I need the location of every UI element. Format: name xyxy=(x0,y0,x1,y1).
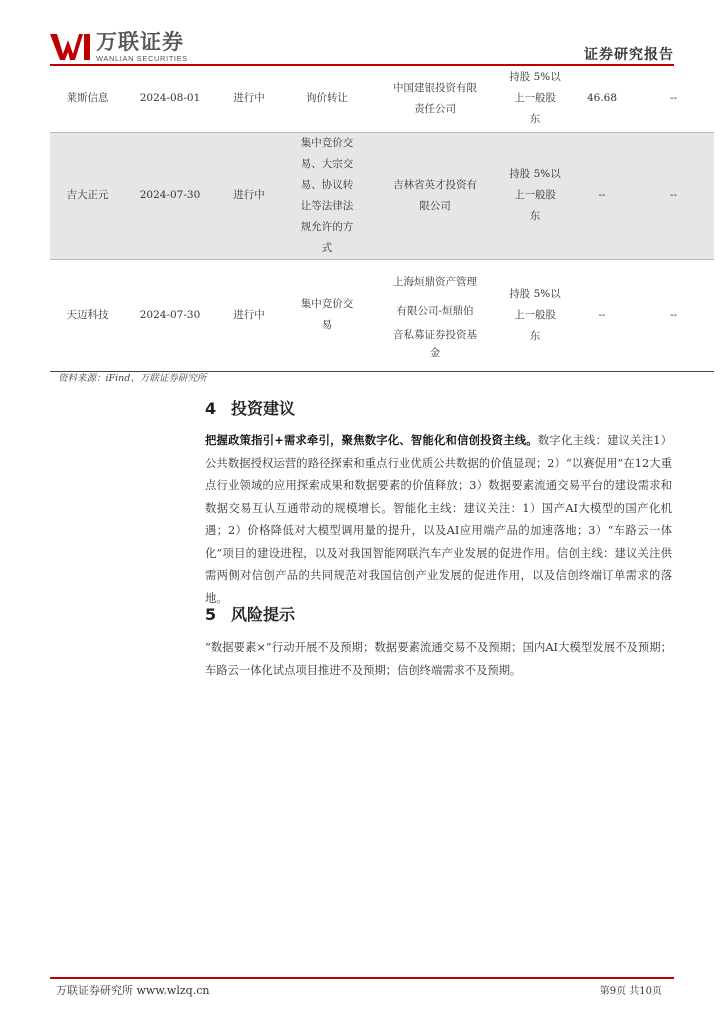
type-cell xyxy=(499,66,571,132)
method-line: 易、协议转 xyxy=(300,178,354,191)
date-cell: 2024-08-01 xyxy=(139,92,201,105)
method-cell xyxy=(283,259,371,371)
investment-lead: 把握政策指引+需求牵引，聚焦数字化、智能化和信创投资主线。 xyxy=(205,434,538,447)
company-logo xyxy=(50,32,188,63)
method-line: 集中竞价交 xyxy=(300,136,354,149)
status-cell: 进行中 xyxy=(233,92,265,105)
extra-cell: -- xyxy=(633,132,714,259)
report-type-label: 证券研究报告 xyxy=(584,47,674,63)
extra-cell: -- xyxy=(669,308,678,321)
wanlian-w-logo-icon xyxy=(50,32,92,62)
type-line: 东 xyxy=(529,210,541,222)
type-line: 上一般股 xyxy=(514,308,556,321)
holder-cell xyxy=(371,66,499,132)
holder-line: 吉林省英才投资有 xyxy=(393,178,477,191)
ratio-cell: 46.68 xyxy=(586,92,618,105)
type-line: 持股 5%以 xyxy=(509,71,561,84)
section-heading-risk xyxy=(205,602,295,625)
company-cell: 吉大正元 xyxy=(50,132,125,259)
company-cell: 天迈科技 xyxy=(66,308,109,321)
footer-website: 万联证券研究所 www.wlzq.cn xyxy=(56,984,210,997)
type-cell xyxy=(499,132,571,259)
type-line: 持股 5%以 xyxy=(509,168,561,180)
type-line: 持股 5%以 xyxy=(509,287,561,300)
table-source-note: 资料来源：iFind、万联证券研究所 xyxy=(58,373,207,384)
holder-cell xyxy=(371,259,499,371)
section-heading-investment xyxy=(205,396,295,419)
ratio-cell: -- xyxy=(571,132,633,259)
table-row xyxy=(50,66,714,132)
page-number: 第9页 共10页 xyxy=(599,986,662,997)
status-cell: 进行中 xyxy=(215,132,283,259)
section-number: 5 xyxy=(205,605,217,624)
type-line: 上一般股 xyxy=(514,189,556,201)
method-line: 规允许的方 xyxy=(300,220,354,233)
date-cell: 2024-07-30 xyxy=(139,308,201,321)
ratio-cell: -- xyxy=(598,308,606,321)
table-row xyxy=(50,132,714,259)
method-line: 易 xyxy=(321,319,333,331)
method-cell: 询价转让 xyxy=(306,92,348,105)
holder-line: 有限公司-烜鼎伯 xyxy=(396,305,474,317)
method-line: 让等法律法 xyxy=(300,199,354,212)
logo-name-cn: 万联证券 xyxy=(96,30,184,54)
type-line: 上一般股 xyxy=(514,92,556,105)
method-cell xyxy=(283,132,371,259)
holder-line: 音私募证券投资基 xyxy=(393,329,477,341)
section-number: 4 xyxy=(205,399,217,418)
holder-line: 中国建银投资有限 xyxy=(393,81,477,94)
footer-divider xyxy=(50,977,674,979)
method-line: 集中竞价交 xyxy=(300,298,354,310)
holder-line: 责任公司 xyxy=(414,102,456,115)
holder-cell xyxy=(371,132,499,259)
date-cell: 2024-07-30 xyxy=(125,132,215,259)
holder-line: 金 xyxy=(429,347,441,359)
method-line: 易、大宗交 xyxy=(300,157,354,170)
holder-line: 限公司 xyxy=(419,199,451,212)
table-row xyxy=(50,259,714,371)
investment-paragraph xyxy=(205,430,672,610)
extra-cell: -- xyxy=(669,92,678,105)
status-cell: 进行中 xyxy=(233,308,265,321)
shareholder-reduction-table xyxy=(50,66,714,372)
company-cell: 莱斯信息 xyxy=(66,92,109,105)
section-title: 风险提示 xyxy=(231,605,296,624)
section-title: 投资建议 xyxy=(231,399,296,418)
type-line: 东 xyxy=(529,329,541,342)
method-line: 式 xyxy=(321,241,333,254)
holder-line: 上海烜鼎资产管理 xyxy=(393,276,477,288)
type-line: 东 xyxy=(529,113,541,126)
logo-name-en: WANLIAN SECURITIES xyxy=(96,54,188,63)
investment-body: 数字化主线：建议关注1）公共数据授权运营的路径探索和重点行业优质公共数据的价值显现；2）“以赛促用”在12大重点行业领域的应用探索成果和数据要素的价值释放；3）数据要素流通交易平台的建设需求和数据交易互认互通带动的规模增长。智能化主线：建议关注：1）国产AI大模型的国产化机遇；2）价格降低对大模型调用量的提升，以及AI应用端产品的加速落地；3）“车路云一体化”项目的建设进程，以及对我国智能网联汽车产业发展的促进作用。信创主线：建议关注供需两侧对信创产品的共同规范对我国信创产业发展的促进作用，以及信创终端订单需求的落地。 xyxy=(205,434,672,605)
type-cell xyxy=(499,259,571,371)
risk-paragraph: “数据要素×”行动开展不及预期；数据要素流通交易不及预期；国内AI大模型发展不及预期；车路云一体化试点项目推进不及预期；信创终端需求不及预期。 xyxy=(205,641,672,677)
